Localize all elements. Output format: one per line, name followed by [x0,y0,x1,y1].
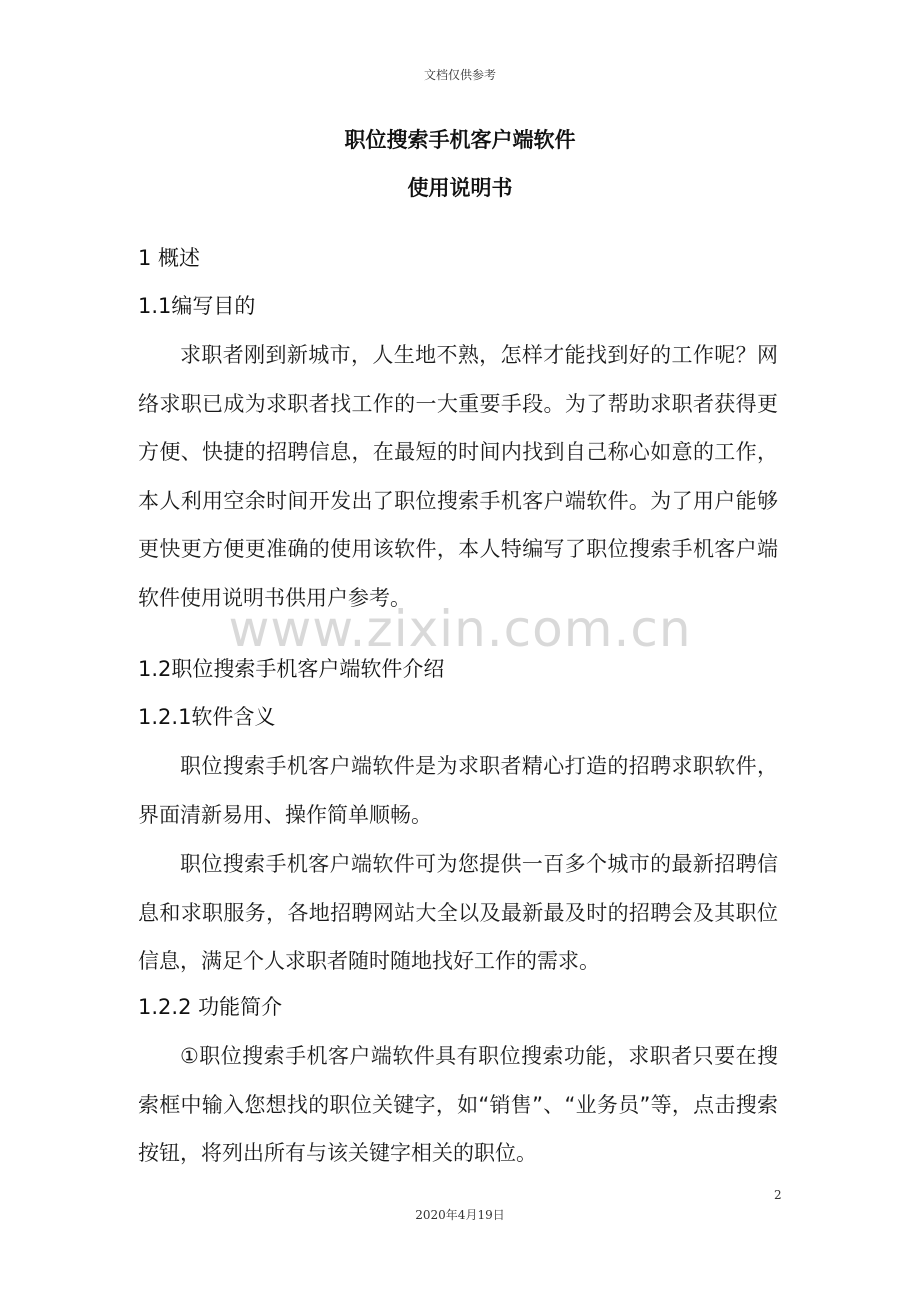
section-heading-overview: 1 概述 [138,246,201,270]
section-heading-introduction: 1.2职位搜索手机客户端软件介绍 [138,657,445,681]
section-heading-features: 1.2.2 功能简介 [138,995,283,1019]
watermark: www.zixin.com.cn [228,600,692,658]
paragraph-meaning-1: 职位搜索手机客户端软件是为求职者精心打造的招聘求职软件，界面清新易用、操作简单顺畅。 [138,754,778,827]
paragraph-features: ①职位搜索手机客户端软件具有职位搜索功能，求职者只要在搜索框中输入您想找的职位关键字，如“销售”、“业务员”等，点击搜索按钮，将列出所有与该关键字相关的职位。 [138,1044,778,1165]
document-subtitle: 使用说明书 [407,176,513,200]
paragraph-meaning-2: 职位搜索手机客户端软件可为您提供一百多个城市的最新招聘信息和求职服务，各地招聘网站大全以及最新最及时的招聘会及其职位信息，满足个人求职者随时随地找好工作的需求。 [138,852,778,973]
footer-date: 2020年4月19日 [415,1208,505,1222]
paragraph-purpose: 求职者刚到新城市，人生地不熟，怎样才能找到好的工作呢？网络求职已成为求职者找工作的一大重要手段。为了帮助求职者获得更方便、快捷的招聘信息，在最短的时间内找到自己称心如意的工作，本人利用空余时间开发出了职位搜索手机客户端软件。为了用户能够更快更方便更准确的使用该软件，本人特编写了职位搜索手机客户端软件使用说明书供用户参考。 [138,343,778,610]
section-heading-purpose: 1.1编写目的 [138,294,256,318]
document-title: 职位搜索手机客户端软件 [344,128,576,152]
page-number: 2 [774,1188,782,1202]
header-note: 文档仅供参考 [423,68,496,82]
section-heading-meaning: 1.2.1软件含义 [138,705,276,729]
